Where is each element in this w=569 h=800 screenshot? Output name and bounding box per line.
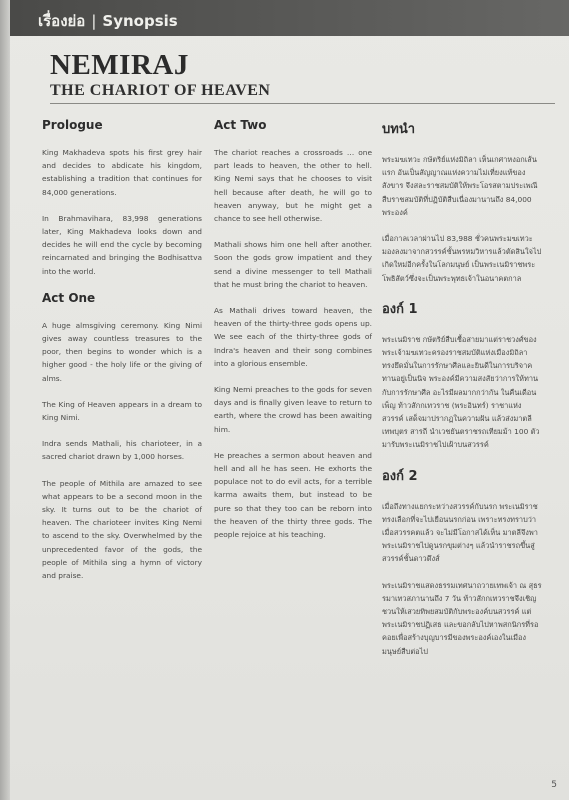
thai-prologue-paragraph: เมื่อกาลเวลาผ่านไป 83,988 ชั่วคนพระมฆเทวะมองลงมาจากสวรรค์ชั้นพรหมวิหารแล้วตัดสินใจไปเกิดใหม่อีกครั้งในโลกมนุษย์ เป็นพระเนมิราชพระโพธิสัตว์ซึ่งจะเป็นพระพุทธเจ้าในอนาคตกาล bbox=[382, 234, 542, 283]
act-one-paragraph: Indra sends Mathali, his charioteer, in a sacred chariot drawn by 1,000 horses. bbox=[42, 439, 202, 462]
prologue-heading: Prologue bbox=[42, 118, 103, 132]
prologue-paragraph: In Brahmavihara, 83,998 generations later, King Makhadeva looks down and decides he will end the cycle by becoming reincarnated and bringing the Bodhisattva into the world. bbox=[42, 213, 202, 276]
section-header-english: Synopsis bbox=[102, 12, 178, 30]
page-title: NEMIRAJ bbox=[50, 49, 189, 81]
page-subtitle: THE CHARIOT OF HEAVEN bbox=[50, 82, 271, 99]
thai-prologue-heading: บทนำ bbox=[382, 122, 416, 137]
thai-prologue-paragraph: พระมฆเทวะ กษัตริย์แห่งมิถิลา เห็นเกศาหงอกเส้นแรก อันเป็นสัญญาณแห่งความไม่เที่ยงแท้ของสังขาร จึงสละราชสมบัติให้พระโอรสตามประเพณีสืบราชสมบัติที่ปฏิบัติสืบเนื่องมานานถึง 84,000 พระองค์ bbox=[382, 155, 538, 217]
title-divider bbox=[50, 103, 555, 104]
act-two-paragraph: He preaches a sermon about heaven and hell and all he has seen. He exhorts the populace not to do evil acts, for a terrible karma awaits them, but instead to be pure so that they too can be reborn into the heaven of the thirty three gods. The people rejoice at his teaching. bbox=[214, 450, 372, 540]
page-number: 5 bbox=[551, 780, 557, 790]
thai-act-one-paragraph: พระเนมิราช กษัตริย์สืบเชื้อสายมาแต่ราชวงศ์ของพระเจ้ามฆเทวะครองราชสมบัติแห่งเมืองมิถิลา ทรงยึดมั่นในการรักษาศีลและยินดีในการบริจาคทานอยู่เป็นนิจ พระองค์มีความสงสัยว่าการให้ทานกับการรักษาศีล อะไรมีผลมากกว่ากัน ในคืนเดือนเพ็ญ ท้าวสักกเทวราช (พระอินทร์) ราชาแห่งสวรรค์ เสด็จมาปรากฏในความฝัน แล้วส่งมาตลีเทพบุตร สารถี นำเวชยันตราชรถเทียมม้า 100 ตัว มารับพระเนมิราชไปเฝ้าบนสวรรค์ bbox=[382, 334, 540, 450]
act-two-paragraph: The chariot reaches a crossroads … one part leads to heaven, the other to hell. King Nemi says that he chooses to visit hell because after death, he will go to heaven anyway, but he might get a chance to see hell otherwise. bbox=[214, 148, 372, 224]
section-header bbox=[38, 9, 178, 33]
act-two-paragraph: Mathali shows him one hell after another. Soon the gods grow impatient and they send a divine messenger to tell Mathali that he must bring the chariot to heaven. bbox=[214, 240, 372, 289]
section-header-thai: เรื่องย่อ bbox=[38, 12, 86, 30]
act-one-paragraph: The people of Mithila are amazed to see what appears to be a second moon in the sky. It turns out to be the chariot of heaven. The charioteer invites King Nemi to ascend to the sky. Overwhelmed by the unprecedented favor of the gods, the people of Mithila sing a hymn of victory and praise. bbox=[42, 478, 202, 581]
section-header-bar bbox=[10, 0, 569, 36]
thai-act-two-paragraph: เมื่อถึงทางแยกระหว่างสวรรค์กับนรก พระเนมิราชทรงเลือกที่จะไปเยือนนรกก่อน เพราะทรงทราบว่าเมื่อสวรรคตแล้ว จะไม่มีโอกาสได้เห็น มาตลีจึงพาพระเนมิราชไปดูนรกขุมต่างๆ แล้วนำราชรถขึ้นสู่สวรรค์ชั้นดาวดึงส์ bbox=[382, 501, 538, 564]
english-column-right bbox=[214, 112, 372, 554]
act-two-paragraph: As Mathali drives toward heaven, the heaven of the thirty-three gods opens up. We see each of the thirty-three gods of Indra's heaven and their song combines into a glorious ensemble. bbox=[214, 306, 372, 368]
prologue-paragraph: King Makhadeva spots his first grey hair and decides to abdicate his kingdom, establishing a tradition that continues for 84,000 generations. bbox=[42, 148, 202, 197]
thai-column bbox=[382, 112, 542, 671]
act-one-paragraph: A huge almsgiving ceremony. King Nimi gives away countless treasures to the poor, then begins to wonder which is a higher good - the holy life or the giving of alms. bbox=[42, 320, 202, 383]
act-one-heading: Act One bbox=[42, 290, 96, 305]
english-column-left bbox=[42, 112, 202, 595]
section-header-separator: | bbox=[91, 12, 97, 30]
thai-act-one-heading: องก์ 1 bbox=[382, 301, 418, 317]
act-one-paragraph: The King of Heaven appears in a dream to King Nimi. bbox=[42, 399, 202, 423]
act-two-paragraph: King Nemi preaches to the gods for seven days and is finally given leave to return to earth, where the crowd has been awaiting him. bbox=[214, 385, 372, 434]
act-two-heading: Act Two bbox=[214, 118, 267, 132]
thai-act-two-heading: องก์ 2 bbox=[382, 468, 418, 484]
thai-act-two-paragraph: พระเนมิราชแสดงธรรมเทศนาถวายเทพเจ้า ณ สุธรรมาเทวสภานานถึง 7 วัน ท้าวสักกเทวราชจึงเชิญชวนให้เสวยทิพยสมบัติกับพระองค์บนสวรรค์ แต่พระเนมิราชปฏิเสธ และขอกลับไปหาพสกนิกรที่รอคอยเพื่อสร้างบุญบารมีของพระองค์เองในเมืองมนุษย์สืบต่อไป bbox=[382, 580, 542, 656]
